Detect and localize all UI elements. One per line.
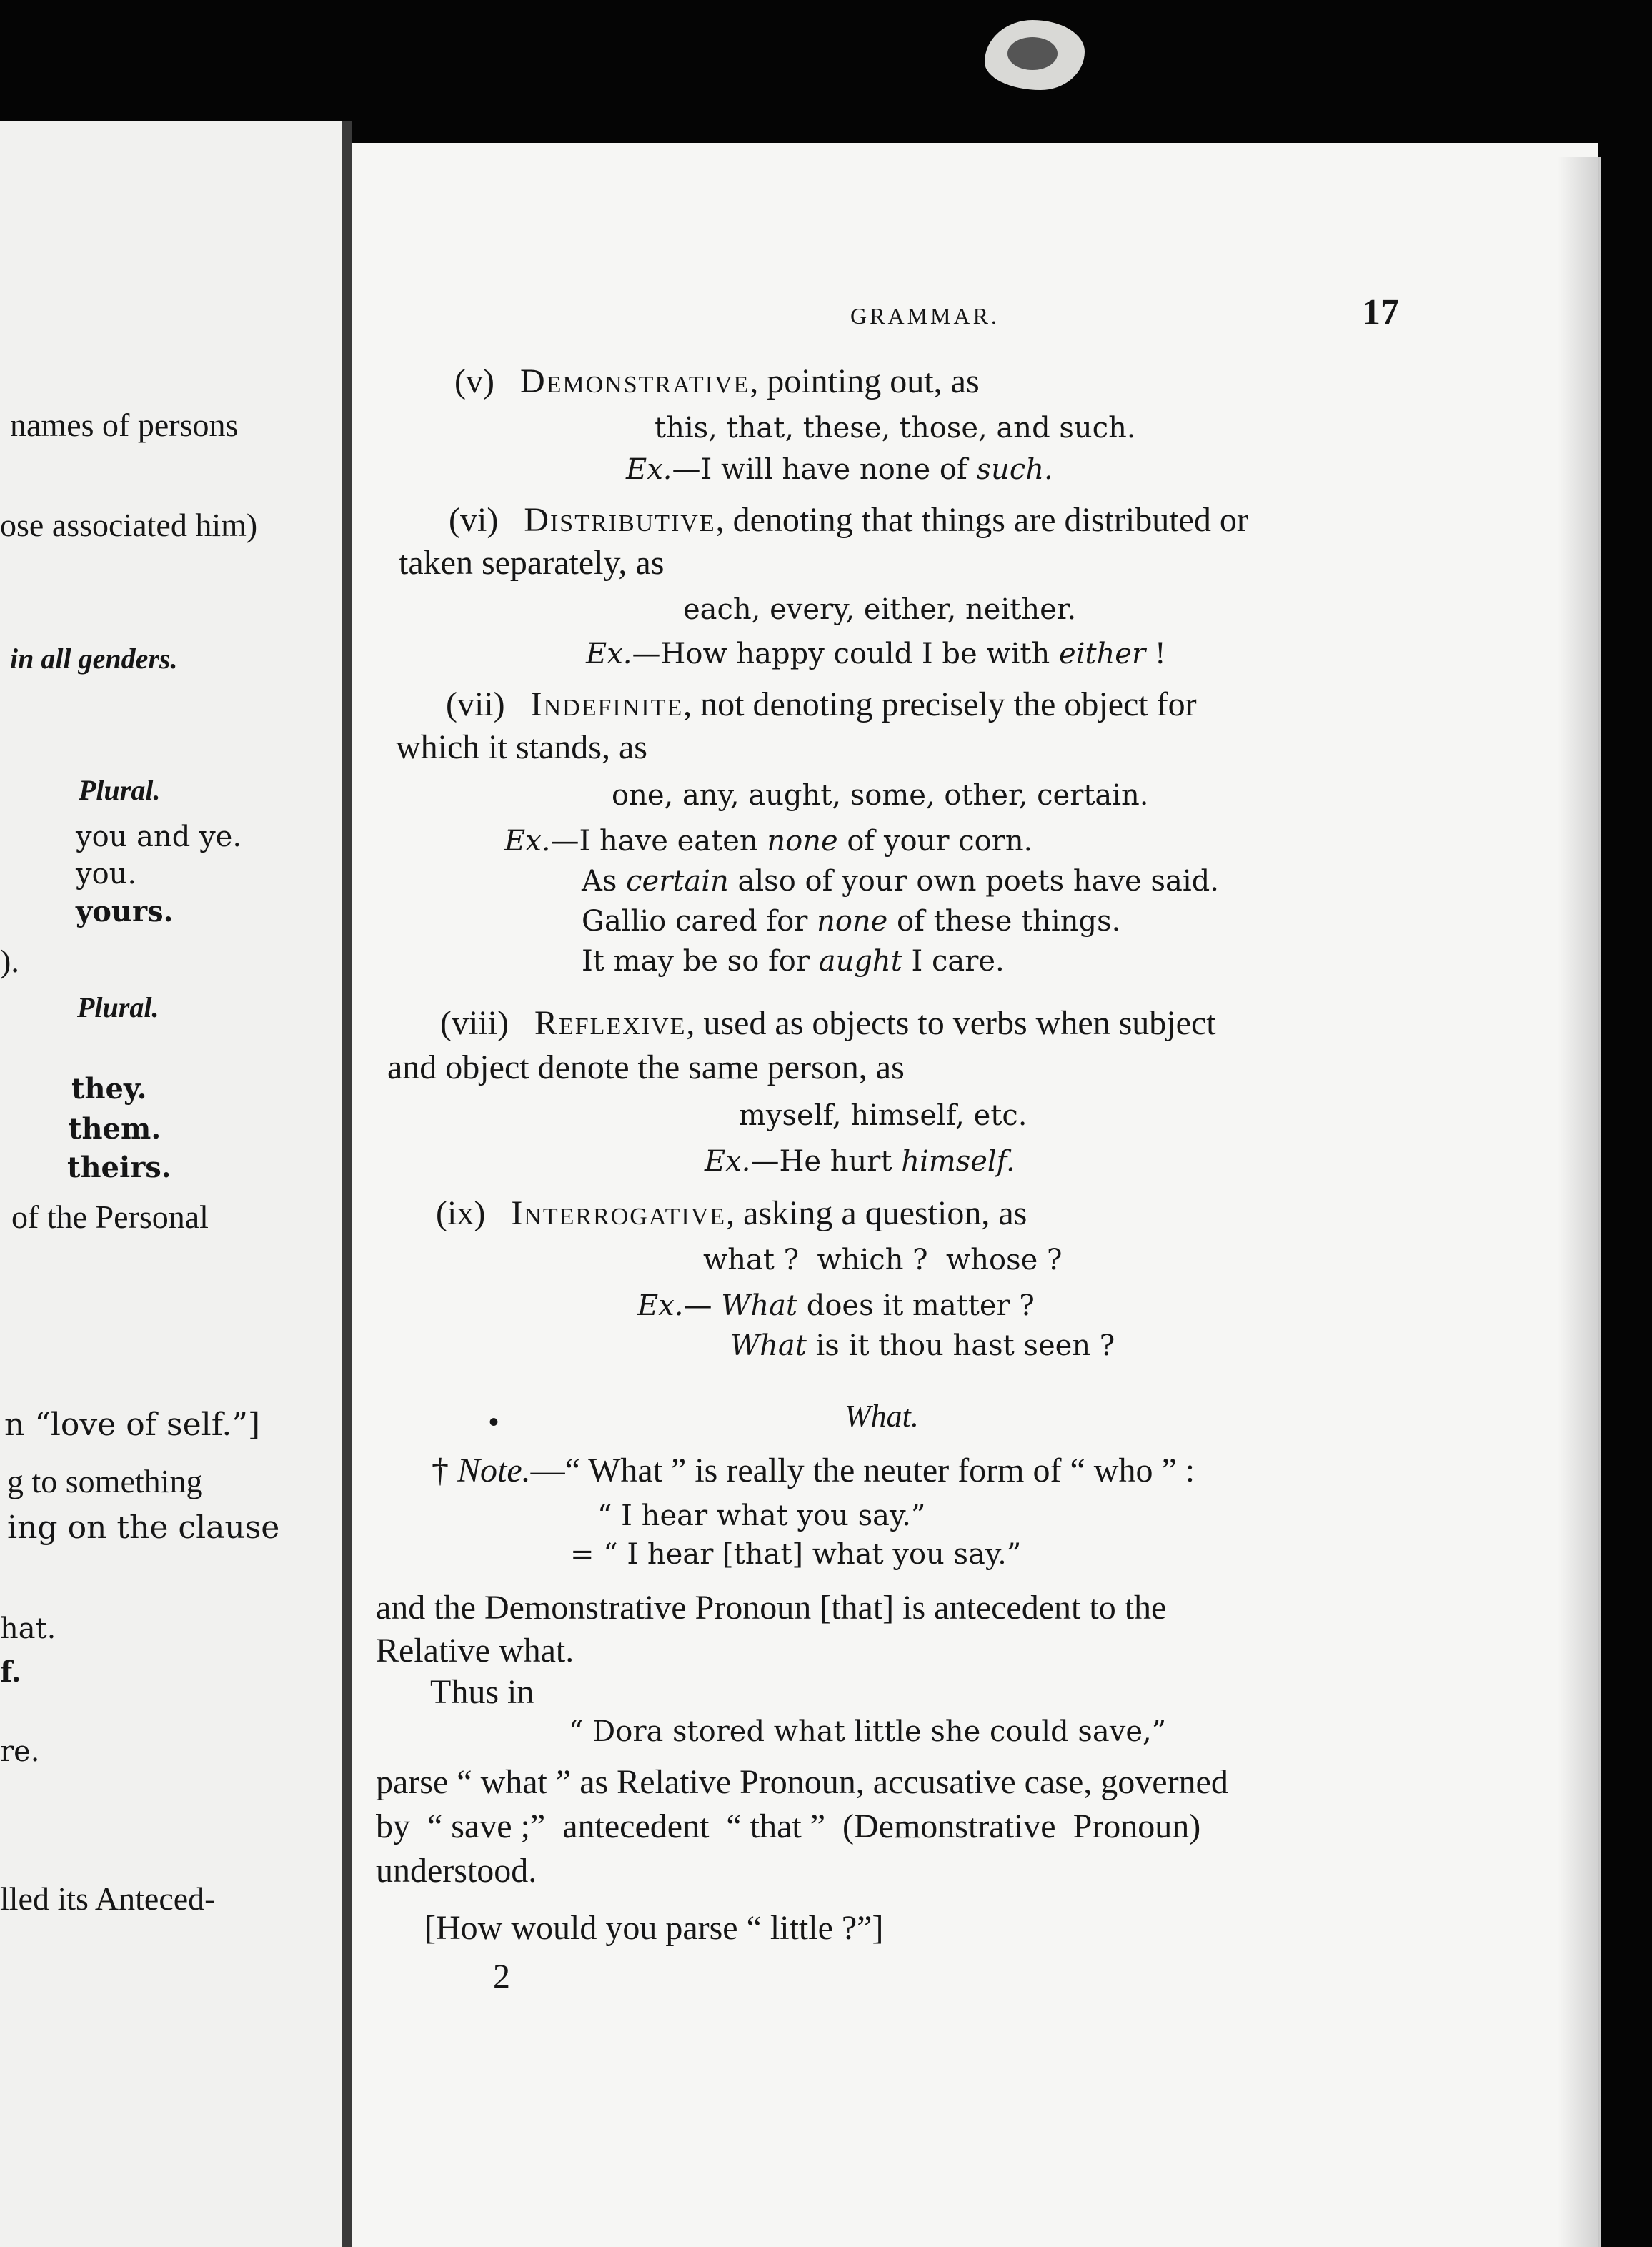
example-italic: aught (818, 945, 902, 978)
example-text: is it thou hast seen ? (806, 1329, 1115, 1362)
section-viii-example (705, 1145, 1015, 1178)
left-line: you and ye. (76, 820, 242, 853)
note-line-3: and the Demonstrative Pronoun [that] is antecedent to the (376, 1589, 1167, 1627)
note-label: Note. (457, 1452, 531, 1489)
bullet-mark: • (489, 1406, 499, 1438)
left-line: ). (0, 943, 19, 979)
left-line: n “love of self.”] (4, 1407, 261, 1443)
section-vii-example-1 (504, 825, 1032, 858)
example-italic: certain (626, 865, 729, 898)
note-line-5: parse “ what ” as Relative Pronoun, accusative case, governed (376, 1763, 1228, 1801)
example-text: of these things. (887, 905, 1121, 938)
left-line: yours. (76, 895, 174, 928)
section-vii-example-4 (582, 945, 1005, 978)
example-text: —He hurt (750, 1145, 902, 1178)
page-gutter (342, 121, 352, 2247)
section-ix-example-2 (730, 1329, 1115, 1362)
note-thus: Thus in (430, 1673, 534, 1711)
example-end: ! (1145, 638, 1166, 670)
example-text: —I will have none of (672, 453, 977, 486)
left-line: ing on the clause (7, 1509, 280, 1546)
example-text: Gallio cared for (582, 905, 817, 938)
section-vii-examples: one, any, aught, some, other, certain. (612, 779, 1149, 812)
note-line (432, 1451, 1195, 1490)
example-label: Ex. (705, 1145, 751, 1178)
section-vii-example-2 (582, 865, 1219, 898)
section-numeral: (v) (454, 362, 494, 400)
section-numeral: (vi) (449, 501, 499, 539)
section-term: Demonstrative (519, 362, 750, 400)
section-desc: , not denoting precisely the object for (683, 685, 1197, 723)
section-viii-desc2: and object denote the same person, as (387, 1048, 905, 1086)
example-italic: such. (976, 453, 1053, 486)
section-term: Distributive (524, 501, 716, 539)
section-desc: , used as objects to verbs when subject (686, 1004, 1216, 1042)
section-desc: , pointing out, as (750, 362, 980, 400)
section-viii-examples: myself, himself, etc. (739, 1099, 1027, 1132)
example-label: Ex. (626, 453, 672, 486)
running-head: GRAMMAR. (850, 303, 1000, 329)
section-term: Interrogative (511, 1194, 727, 1232)
left-line: hat. (0, 1612, 56, 1645)
example-italic: What (730, 1329, 807, 1362)
section-desc: , denoting that things are distributed or (715, 501, 1248, 539)
section-vi-examples: each, every, either, neither. (683, 593, 1077, 626)
example-text: —I have eaten (550, 825, 767, 858)
left-line: f. (0, 1655, 21, 1689)
example-text: of your corn. (837, 825, 1033, 858)
example-text: It may be so for (582, 945, 819, 978)
note-text: —“ What ” is really the neuter form of “ who ” : (530, 1452, 1195, 1489)
example-text: also of your own poets have said. (728, 865, 1219, 898)
section-numeral: (vii) (446, 685, 505, 723)
note-line-7: understood. (376, 1852, 537, 1890)
left-line: they. (71, 1072, 147, 1106)
example-italic: either (1058, 638, 1146, 670)
page-number: 17 (1362, 292, 1399, 333)
section-vii-desc2: which it stands, as (396, 728, 647, 766)
section-desc: , asking a question, as (726, 1194, 1027, 1232)
left-line: Plural. (79, 774, 161, 806)
left-line: theirs. (67, 1151, 171, 1184)
dagger-mark: † (432, 1452, 457, 1489)
left-line: ose associated him) (0, 507, 258, 543)
section-ix-heading (436, 1194, 1027, 1233)
section-vi-desc2: taken separately, as (399, 544, 665, 582)
left-line: of the Personal (11, 1199, 209, 1235)
section-term: Indefinite (530, 685, 684, 723)
section-vi-example (586, 638, 1166, 670)
left-line: g to something (7, 1463, 203, 1499)
left-line: them. (69, 1112, 161, 1146)
example-text: —How happy could I be with (632, 638, 1059, 670)
example-label: Ex. (586, 638, 632, 670)
example-italic: himself. (901, 1145, 1015, 1178)
example-italic: none (817, 905, 888, 938)
example-text: As (582, 865, 627, 898)
example-italic: What (721, 1289, 797, 1322)
left-line: you. (76, 858, 137, 891)
section-numeral: (ix) (436, 1194, 486, 1232)
left-line: names of persons (10, 407, 239, 443)
section-viii-heading (440, 1003, 1216, 1043)
section-ix-example-1 (637, 1289, 1035, 1322)
example-italic: none (767, 825, 838, 858)
section-term: Reflexive (534, 1004, 687, 1042)
section-vii-example-3 (582, 905, 1120, 938)
signature-mark: 2 (493, 1958, 510, 1995)
scan-artifact-core (1007, 37, 1058, 70)
section-ix-examples: what ? which ? whose ? (703, 1244, 1063, 1276)
example-label: Ex. (504, 825, 551, 858)
section-vi-heading (449, 500, 1248, 540)
example-text: — (683, 1289, 722, 1322)
note-line-4: Relative what. (376, 1632, 574, 1670)
note-line-6: by “ save ;” antecedent “ that ” (Demonstrative Pronoun) (376, 1807, 1201, 1845)
note-quote-2: = “ I hear [that] what you say.” (570, 1538, 1022, 1571)
page-edge-shadow (1558, 157, 1601, 2247)
example-text: does it matter ? (797, 1289, 1035, 1322)
note-question: [How would you parse “ little ?”] (424, 1909, 884, 1947)
section-v-examples: this, that, these, those, and such. (655, 412, 1136, 445)
note-quote-3: “ Dora stored what little she could save,” (569, 1715, 1167, 1748)
example-text: I care. (902, 945, 1005, 978)
left-line: lled its Anteced- (0, 1880, 216, 1917)
left-line: re. (0, 1735, 40, 1768)
example-label: Ex. (637, 1289, 684, 1322)
left-line: in all genders. (10, 643, 178, 675)
what-heading: What. (845, 1399, 919, 1434)
note-quote-1: “ I hear what you say.” (597, 1499, 926, 1532)
left-line: Plural. (77, 991, 159, 1023)
section-numeral: (viii) (440, 1004, 509, 1042)
section-vii-heading (446, 685, 1197, 724)
section-v-heading (454, 362, 980, 401)
section-v-example (626, 453, 1053, 486)
